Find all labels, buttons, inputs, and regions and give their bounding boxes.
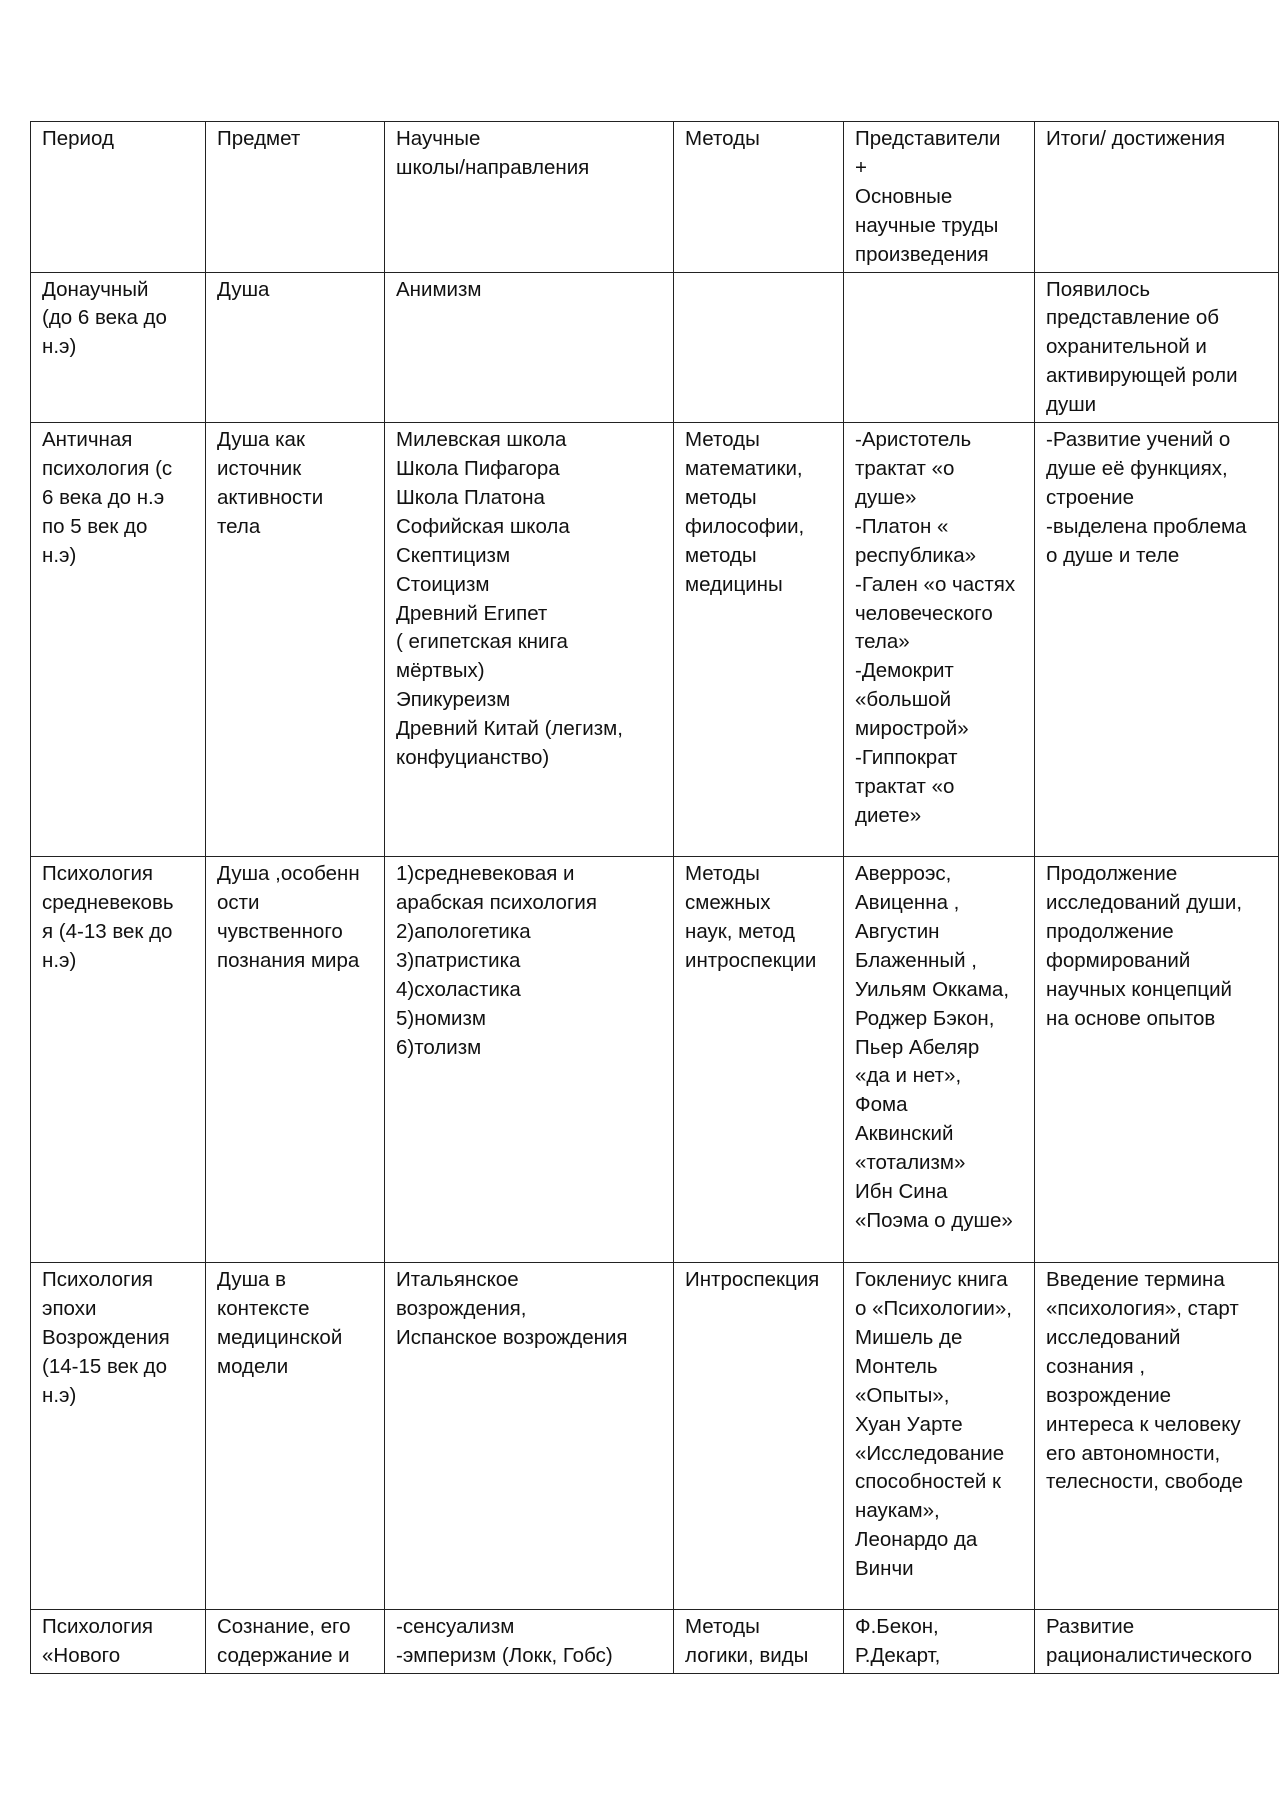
cell-subject — [206, 857, 385, 1263]
cell-text: Анимизм — [396, 277, 482, 301]
cell-text: Гоклениус книга о «Психологии», Мишель де Монтель «Опыты», Хуан Уарте «Исследование способностей к наукам», Леонардо да Винчи — [855, 1268, 1012, 1581]
cell-text: -сенсуализм -эмперизм (Локк, Гобс) — [396, 1615, 613, 1667]
header-period-text: Период — [42, 127, 114, 150]
cell-text: Введение термина «психология», старт исследований сознания , возрождение интереса к человеку его автономности, телесности, свободе — [1046, 1268, 1244, 1494]
cell-text: Античная психология (с 6 века до н.э по 5 век до н.э) — [42, 428, 173, 567]
cell-text: Психология эпохи Возрождения (14-15 век до н.э) — [42, 1268, 170, 1407]
header-results — [1035, 122, 1279, 273]
cell-text: Душа — [217, 277, 270, 301]
cell-results — [1035, 423, 1279, 857]
cell-representatives — [844, 1263, 1035, 1610]
cell-subject — [206, 423, 385, 857]
cell-methods — [674, 272, 844, 423]
cell-text: Аверроэс, Авиценна , Августин Блаженный , Уильям Оккама, Роджер Бэкон, Пьер Абеляр «да и нет», Фома Аквинский «тотализм» Ибн Сина «Поэма о душе» — [855, 862, 1013, 1232]
cell-representatives — [844, 423, 1035, 857]
table-row — [31, 1263, 1279, 1610]
table-row — [31, 272, 1279, 423]
psychology-history-table — [30, 121, 1279, 1674]
cell-methods — [674, 1263, 844, 1610]
header-period — [31, 122, 206, 273]
cell-text: Появилось представление об охранительной и активирующей роли души — [1046, 277, 1238, 417]
cell-text: Душа как источник активности тела — [217, 428, 324, 538]
header-subject — [206, 122, 385, 273]
table-row — [31, 857, 1279, 1263]
cell-subject — [206, 272, 385, 423]
cell-text: Ф.Бекон, Р.Декарт, — [855, 1615, 941, 1667]
cell-text: Итальянское возрождения, Испанское возрождения — [396, 1268, 628, 1349]
header-methods — [674, 122, 844, 273]
cell-text: Душа в контексте медицинской модели — [217, 1268, 343, 1378]
table-row — [31, 423, 1279, 857]
cell-representatives — [844, 272, 1035, 423]
table-header-row — [31, 122, 1279, 273]
cell-methods — [674, 1610, 844, 1674]
cell-results — [1035, 1263, 1279, 1610]
cell-subject — [206, 1263, 385, 1610]
cell-period — [31, 272, 206, 423]
cell-results — [1035, 857, 1279, 1263]
header-schools-text: Научные школы/направления — [396, 127, 590, 179]
cell-text: Психология «Нового — [42, 1615, 154, 1667]
cell-schools — [385, 272, 674, 423]
cell-text: Душа ,особенн ости чувственного познания мира — [217, 862, 360, 972]
cell-period — [31, 1610, 206, 1674]
cell-methods — [674, 423, 844, 857]
cell-text: Милевская школа Школа Пифагора Школа Платона Софийская школа Скептицизм Стоицизм Древний Египет ( египетская книга мёртвых) Эпикуреизм Древний Китай (легизм, конфуцианство) — [396, 428, 623, 770]
cell-methods — [674, 857, 844, 1263]
cell-text: Продолжение исследований души, продолжение формирований научных концепций на основе опытов — [1046, 862, 1243, 1030]
cell-text: Донаучный (до 6 века до н.э) — [42, 277, 167, 359]
cell-schools — [385, 1610, 674, 1674]
header-results-text: Итоги/ достижения — [1046, 127, 1226, 150]
cell-schools — [385, 857, 674, 1263]
cell-representatives — [844, 1610, 1035, 1674]
cell-schools — [385, 1263, 674, 1610]
cell-text: -Аристотель трактат «о душе» -Платон « республика» -Гален «о частях человеческого тела» -Демокрит «большой мирострой» -Гиппократ трактат «о диете» — [855, 428, 1016, 827]
cell-period — [31, 857, 206, 1263]
header-schools — [385, 122, 674, 273]
cell-period — [31, 423, 206, 857]
cell-results — [1035, 1610, 1279, 1674]
header-representatives — [844, 122, 1035, 273]
header-subject-text: Предмет — [217, 127, 301, 150]
cell-text: Методы математики, методы философии, методы медицины — [685, 428, 805, 596]
cell-text: Сознание, его содержание и — [217, 1615, 351, 1667]
cell-text: Психология средневековь я (4-13 век до н.э) — [42, 862, 174, 972]
cell-text: Методы логики, виды — [685, 1615, 809, 1667]
cell-text: -Развитие учений о душе её функциях, строение -выделена проблема о душе и теле — [1046, 428, 1247, 567]
cell-schools — [385, 423, 674, 857]
header-representatives-text: Представители + Основные научные труды произведения — [855, 127, 1001, 266]
cell-text: 1)средневековая и арабская психология 2)апологетика 3)патристика 4)схоластика 5)номизм 6)толизм — [396, 862, 597, 1059]
cell-subject — [206, 1610, 385, 1674]
cell-text: Методы смежных наук, метод интроспекции — [685, 862, 817, 972]
table-row — [31, 1610, 1279, 1674]
cell-text: Интроспекция — [685, 1268, 820, 1292]
cell-text: Развитие рационалистического — [1046, 1615, 1252, 1667]
cell-representatives — [844, 857, 1035, 1263]
cell-results — [1035, 272, 1279, 423]
header-methods-text: Методы — [685, 127, 760, 150]
cell-period — [31, 1263, 206, 1610]
